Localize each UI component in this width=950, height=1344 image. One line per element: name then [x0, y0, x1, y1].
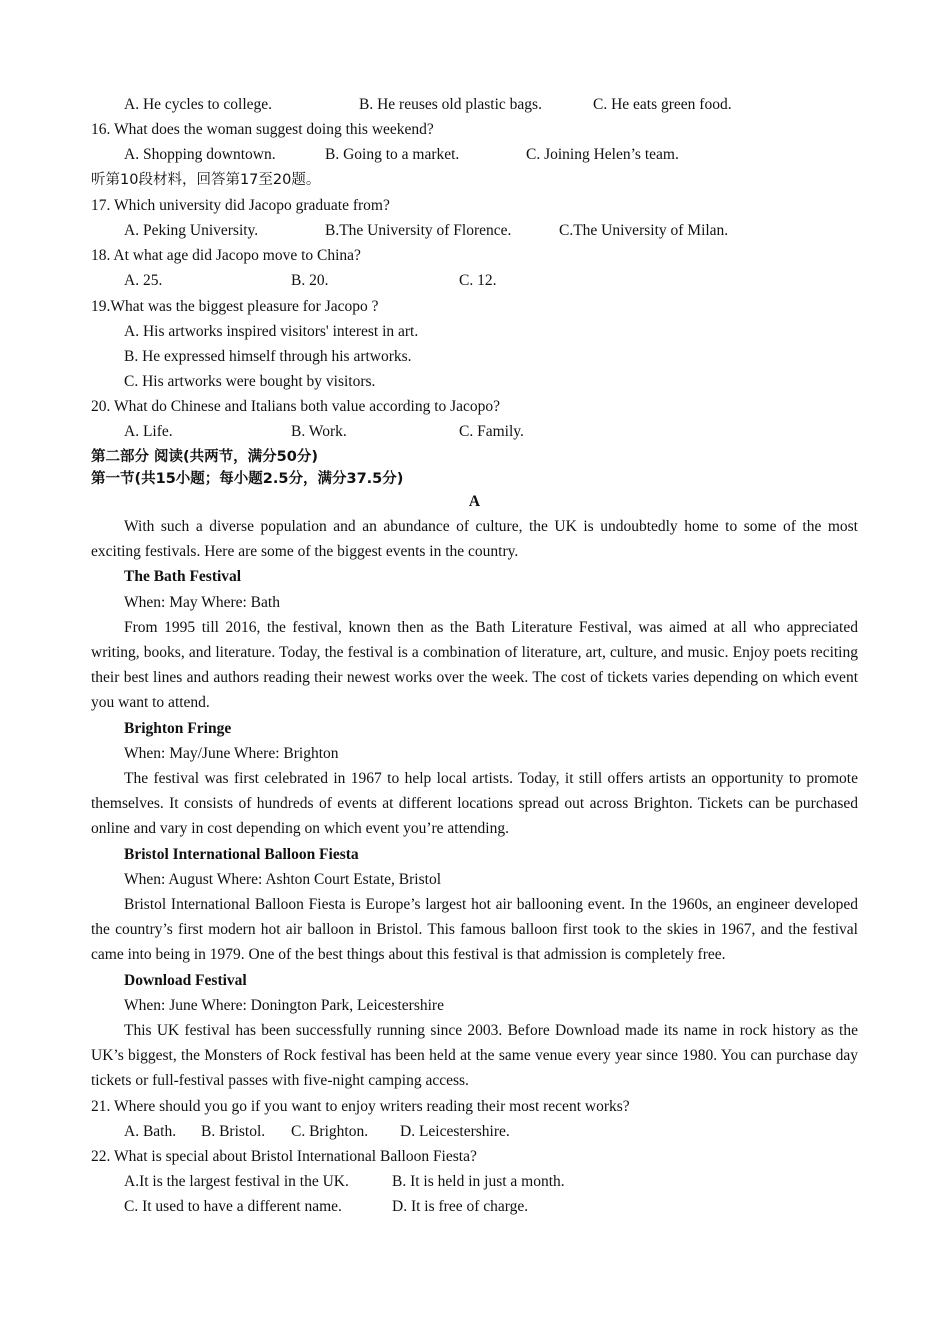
festival-bath-text: From 1995 till 2016, the festival, known then as the Bath Literature Festival, was aimed at all who appreciated writing, books, and literature. Today, the festival is a combination of literature, art, culture, and music. Enjoy poets reciting their best lines and authors reading their newest works over the week. The cost of tickets varies depending on which event you want to attend. — [91, 618, 858, 712]
q22-question: 22. What is special about Bristol International Balloon Fiesta? — [91, 1147, 477, 1165]
festival-brighton-when-where: When: May/June Where: Brighton — [124, 744, 339, 762]
festival-download-name: Download Festival — [124, 971, 247, 989]
q22-options-row-2 — [91, 1194, 858, 1219]
listening-instruction: 听第10段材料，回答第17至20题。 — [91, 171, 321, 188]
q20-option-a: A. Life. — [124, 423, 173, 441]
q15-option-b: B. He reuses old plastic bags. — [359, 96, 542, 113]
q18-option-c: C. 12. — [459, 272, 497, 290]
q16-option-c: C. Joining Helen’s team. — [526, 146, 679, 164]
q21-option-c: C. Brighton. — [291, 1122, 369, 1140]
q22-option-d: D. It is free of charge. — [392, 1198, 529, 1216]
q17-options — [91, 218, 858, 243]
q18-question: 18. At what age did Jacopo move to China? — [91, 247, 361, 265]
festival-bath-name: The Bath Festival — [124, 568, 242, 586]
festival-bath-when-where: When: May Where: Bath — [124, 593, 280, 611]
passage-label: A — [468, 492, 481, 510]
q18-option-a: A. 25. — [124, 272, 163, 290]
q19-option-a: A. His artworks inspired visitors' interest in art. — [124, 322, 419, 340]
q21-option-a: A. Bath. — [124, 1122, 177, 1140]
q18-options — [91, 268, 858, 293]
festival-bristol-name: Bristol International Balloon Fiesta — [124, 845, 359, 863]
q21-option-d: D. Leicestershire. — [400, 1122, 510, 1140]
q16-option-a: A. Shopping downtown. — [124, 146, 276, 164]
q21-option-b: B. Bristol. — [201, 1122, 266, 1140]
q21-options — [91, 1119, 858, 1144]
q19-option-b: B. He expressed himself through his artworks. — [124, 347, 412, 365]
exam-page — [91, 92, 858, 1219]
q22-option-b: B. It is held in just a month. — [392, 1173, 565, 1191]
q21-question: 21. Where should you go if you want to enjoy writers reading their most recent works? — [91, 1097, 630, 1115]
q22-option-c: C. It used to have a different name. — [124, 1198, 342, 1216]
q18-option-b: B. 20. — [291, 272, 329, 290]
q16-question: 16. What does the woman suggest doing this weekend? — [91, 121, 434, 139]
q15-options — [91, 92, 858, 117]
festival-brighton-name: Brighton Fringe — [124, 719, 232, 737]
q20-option-c: C. Family. — [459, 423, 524, 441]
q22-option-a: A.It is the largest festival in the UK. — [124, 1173, 349, 1191]
q17-question: 17. Which university did Jacopo graduate from? — [91, 196, 390, 214]
q22-options-row-1 — [91, 1169, 858, 1194]
section-one-title: 第一节(共15小题；每小题2.5分，满分37.5分) — [91, 470, 404, 487]
festival-bristol-text: Bristol International Balloon Fiesta is Europe’s largest hot air ballooning event. In the 1960s, an engineer developed the country’s first modern hot air balloon in Bristol. This famous balloon first took to the skies in 1967, and the festival came into being in 1979. One of the best things about this festival is that admission is completely free. — [91, 895, 858, 964]
q17-option-b: B.The University of Florence. — [325, 221, 512, 239]
passage-intro: With such a diverse population and an abundance of culture, the UK is undoubtedly home to some of the most exciting festivals. Here are some of the biggest events in the country. — [91, 518, 858, 561]
q20-option-b: B. Work. — [291, 423, 347, 441]
q17-option-a: A. Peking University. — [124, 221, 259, 239]
festival-download-text: This UK festival has been successfully running since 2003. Before Download made its name in rock history as the UK’s biggest, the Monsters of Rock festival has been held at the same venue every year since 1980. You can purchase day tickets or full-festival passes with five-night camping access. — [91, 1021, 858, 1090]
q15-option-a: A. He cycles to college. — [124, 96, 273, 113]
festival-brighton-text: The festival was first celebrated in 1967 to help local artists. Today, it still offers artists an opportunity to promote themselves. It consists of hundreds of events at different locations spread out across Brighton. Tickets can be purchased online and vary in cost depending on which event you’re attending. — [91, 769, 858, 838]
q16-options — [91, 142, 858, 167]
q17-option-c: C.The University of Milan. — [559, 221, 729, 239]
q19-question: 19.What was the biggest pleasure for Jacopo ? — [91, 297, 379, 315]
q19-option-c: C. His artworks were bought by visitors. — [124, 373, 376, 391]
q20-options — [91, 419, 858, 444]
q16-option-b: B. Going to a market. — [325, 146, 460, 164]
q15-option-c: C. He eats green food. — [593, 96, 732, 113]
festival-bristol-when-where: When: August Where: Ashton Court Estate, Bristol — [124, 870, 442, 888]
part-two-title: 第二部分 阅读(共两节，满分50分) — [91, 448, 318, 465]
festival-download-when-where: When: June Where: Donington Park, Leicestershire — [124, 996, 444, 1014]
q20-question: 20. What do Chinese and Italians both value according to Jacopo? — [91, 398, 501, 416]
